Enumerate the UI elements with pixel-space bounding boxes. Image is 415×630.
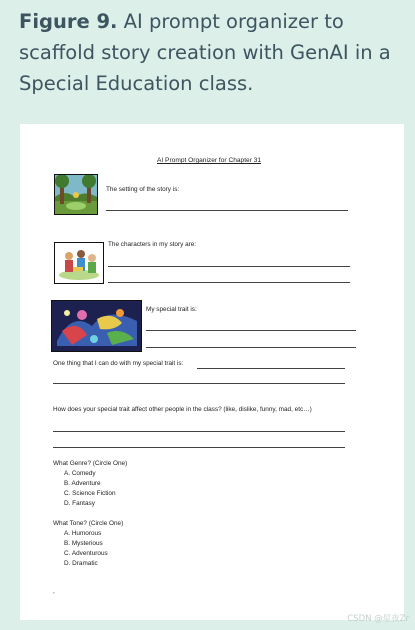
- setting-answer-line[interactable]: [106, 210, 348, 211]
- tone-option-mysterious[interactable]: B. Mysterious: [64, 540, 103, 547]
- characters-answer-line-2[interactable]: [108, 282, 350, 283]
- document-page: [20, 124, 404, 620]
- characters-image: [54, 242, 104, 284]
- tone-option-adventurous[interactable]: C. Adventurous: [64, 550, 108, 557]
- figure-caption-text: AI prompt organizer to scaffold story creation with GenAI in a Special Education class.: [19, 10, 391, 95]
- characters-prompt: The characters in my story are:: [108, 241, 197, 248]
- genre-question: What Genre? (Circle One): [53, 460, 128, 467]
- tone-option-dramatic[interactable]: D. Dramatic: [64, 560, 98, 567]
- setting-image: [54, 174, 98, 215]
- trait-answer-line-1[interactable]: [146, 330, 356, 331]
- affect-prompt: How does your special trait affect other people in the class? (like, dislike, funny, mad, etc…): [53, 406, 312, 413]
- one-thing-answer-line-1[interactable]: [197, 368, 345, 369]
- tone-question: What Tone? (Circle One): [53, 520, 124, 527]
- tone-option-humorous[interactable]: A. Humorous: [64, 530, 102, 537]
- one-thing-answer-line-2[interactable]: [53, 383, 345, 384]
- affect-answer-line-2[interactable]: [53, 447, 345, 448]
- genre-option-fantasy[interactable]: D. Fantasy: [64, 500, 95, 507]
- affect-answer-line-1[interactable]: [53, 431, 345, 432]
- stray-mark: ,: [53, 588, 55, 595]
- characters-answer-line-1[interactable]: [108, 266, 350, 267]
- trait-image: [51, 300, 142, 352]
- trait-prompt: My special trait is:: [146, 306, 197, 313]
- genre-option-adventure[interactable]: B. Adventure: [64, 480, 101, 487]
- figure-label: Figure 9.: [19, 10, 118, 33]
- watermark: CSDN @星夜Zr: [347, 614, 409, 624]
- document-title: AI Prompt Organizer for Chapter 31: [157, 157, 262, 164]
- genre-option-comedy[interactable]: A. Comedy: [64, 470, 96, 477]
- setting-prompt: The setting of the story is:: [106, 186, 180, 193]
- figure-caption: [19, 6, 411, 99]
- genre-option-science-fiction[interactable]: C. Science Fiction: [64, 490, 116, 497]
- trait-answer-line-2[interactable]: [146, 347, 356, 348]
- one-thing-prompt: One thing that I can do with my special trait is:: [53, 360, 184, 367]
